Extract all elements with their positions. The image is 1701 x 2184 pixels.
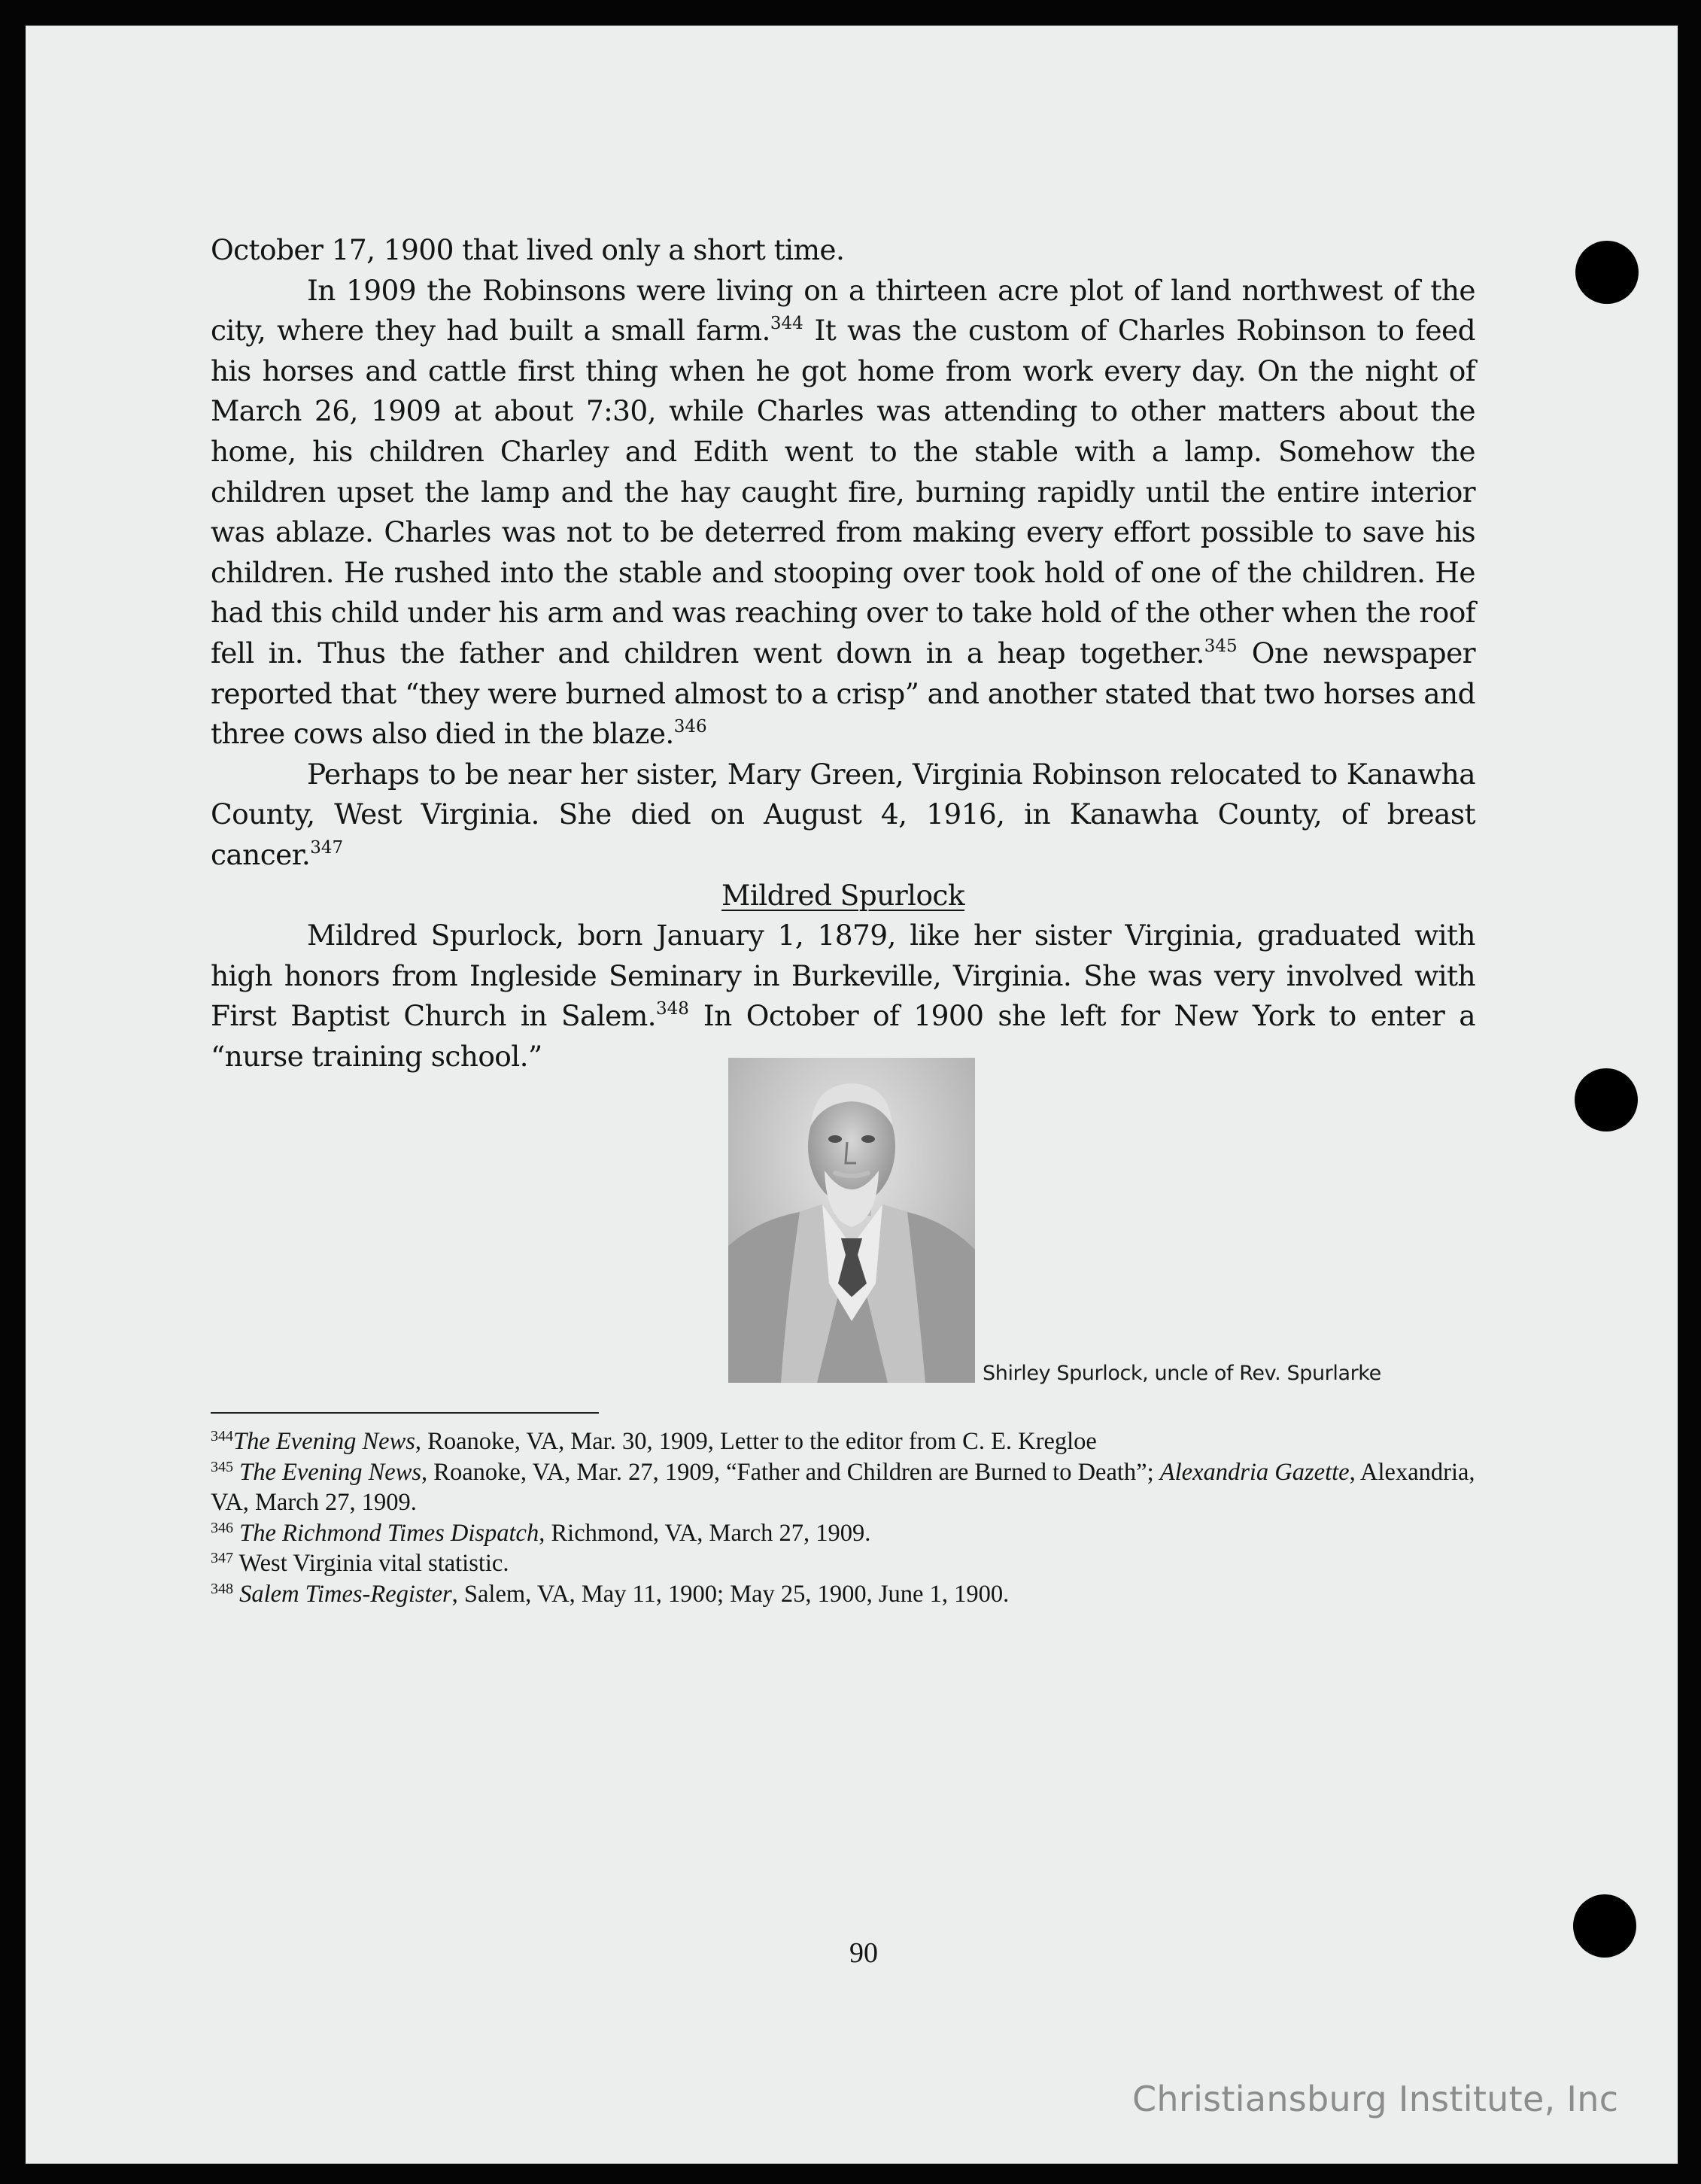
footnote-344: $^{344}$The Evening News, Roanoke, VA, Mar. 30, 1909, Letter to the editor from C. E. Kregloe — [211, 1428, 1097, 1455]
paragraph-3: Perhaps to be near her sister, Mary Green, Virginia Robinson relocated to Kanawha County, West Virginia. She died on August 4, 1916, in Kanawha County, of breast cancer.$^{347}$ — [211, 757, 1475, 871]
footnote-348: $^{348}$ Salem Times-Register, Salem, VA, May 11, 1900; May 25, 1900, June 1, 1900. — [211, 1580, 1010, 1608]
footnote-ref-346: 346 — [673, 717, 707, 737]
footnote-ref-348: 348 — [655, 999, 689, 1019]
binder-hole-bottom — [1573, 1894, 1636, 1958]
footnote-ref-345: 345 — [1204, 636, 1238, 656]
binder-hole-middle — [1575, 1068, 1638, 1131]
footnote-347: $^{347}$ West Virginia vital statistic. — [211, 1550, 509, 1577]
footnote-345: $^{345}$ The Evening News, Roanoke, VA, Mar. 27, 1909, “Father and Children are Burned to Death”; Alexandria Gazette, Alexandria, VA, March 27, 1909. — [211, 1458, 1475, 1516]
document-page — [26, 26, 1678, 2164]
page-number: 90 — [849, 1937, 878, 1969]
footnote-ref-344: 344 — [770, 314, 803, 334]
footnote-ref-347: 347 — [310, 837, 344, 858]
footnote-divider — [211, 1412, 599, 1414]
paragraph-2: In 1909 the Robinsons were living on a thirteen acre plot of land northwest of the city, where they had built a small farm.$^{344}$ It was the custom of Charles Robinson to feed his horses and cattle first thing when he got home from work every day. On the night of March 26, 1909 at about 7:30, while Charles was attending to other matters about the home, his children Charley and Edith went to the stable with a lamp. Somehow the children upset the lamp and the hay caught fire, burning rapidly until the entire interior was ablaze. Charles was not to be deterred from making every effort possible to save his children. He rushed into the stable and stooping over took hold of one of the children. He had this child under his arm and was reaching over to take hold of the other when the roof fell in. Thus the father and children went down in a heap together.$^{345}$ One newspaper reported that “they were burned almost to a crisp” and another stated that two horses and three cows also died in the blaze.$^{346}$ — [211, 273, 1476, 751]
paragraph-4: Mildred Spurlock, born January 1, 1879, like her sister Virginia, graduated with high honors from Ingleside Seminary in Burkeville, Virginia. She was very involved with First Baptist Church in Salem.$^{348}$ In October of 1900 she left for New York to enter a “nurse training school.” — [211, 919, 1475, 1073]
portrait-photo — [728, 1058, 975, 1383]
paragraph-1: October 17, 1900 that lived only a short time. — [211, 233, 845, 266]
watermark: Christiansburg Institute, Inc — [1132, 2079, 1619, 2119]
footnote-346: $^{346}$ The Richmond Times Dispatch, Richmond, VA, March 27, 1909. — [211, 1519, 871, 1547]
body-text — [211, 230, 1475, 1077]
binder-hole-top — [1575, 241, 1639, 304]
section-heading: Mildred Spurlock — [721, 878, 964, 912]
photo-caption: Shirley Spurlock, uncle of Rev. Spurlarke — [983, 1362, 1381, 1385]
footnotes — [211, 1426, 1475, 1609]
